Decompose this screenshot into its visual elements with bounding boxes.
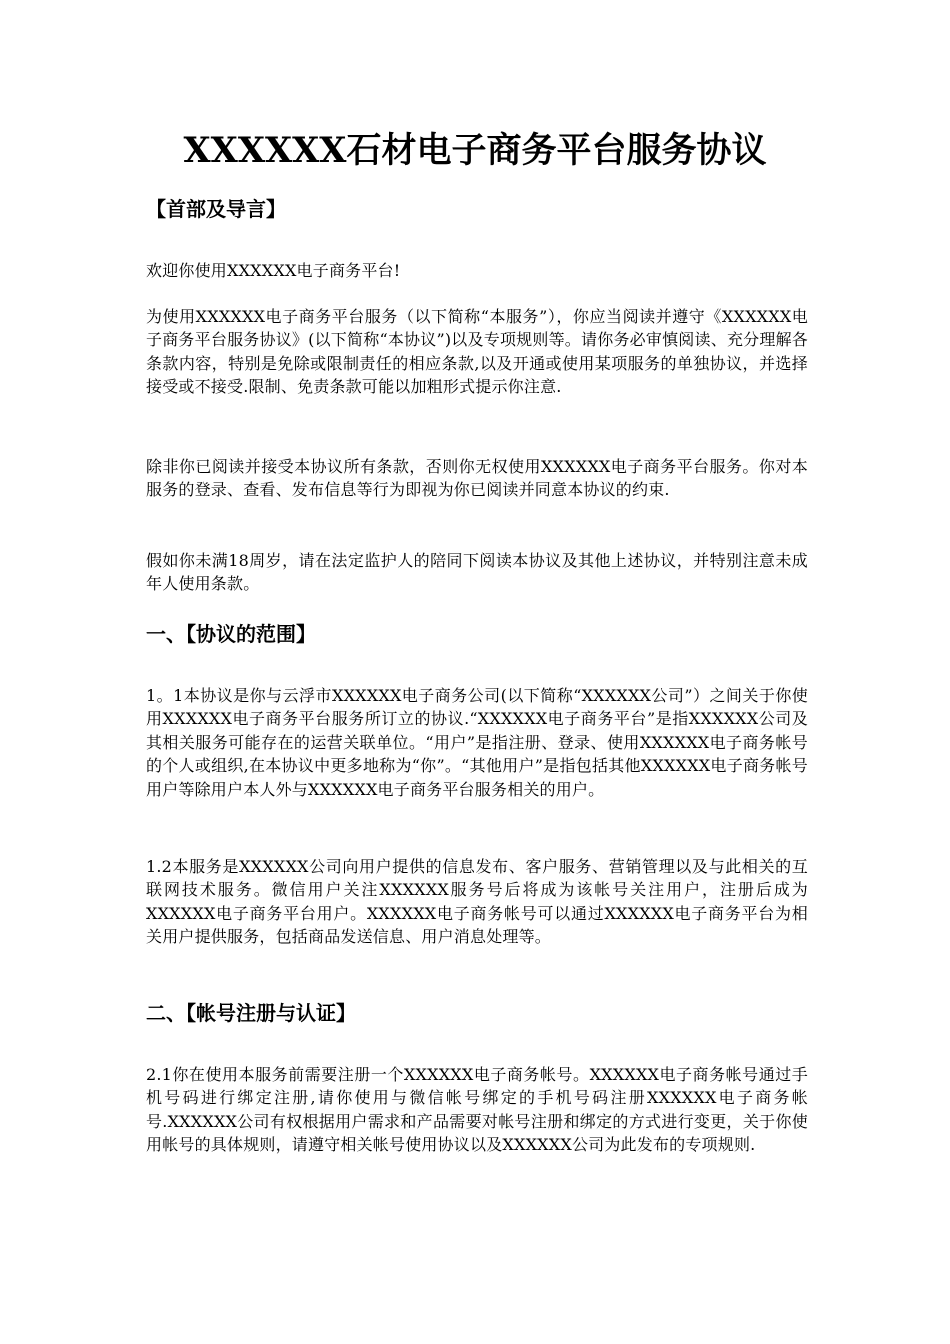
- paragraph-clause-1-2: 1.2本服务是XXXXXX公司向用户提供的信息发布、客户服务、营销管理以及与此相关的互联网技术服务。微信用户关注XXXXXX服务号后将成为该帐号关注用户，注册后成为XXXXXX电子商务平台用户。XXXXXX电子商务帐号可以通过XXXXXX电子商务平台为相关用户提供服务，包括商品发送信息、用户消息处理等。: [146, 857, 808, 947]
- paragraph-welcome: 欢迎你使用XXXXXX电子商务平台!: [146, 261, 401, 280]
- paragraph-minors: 假如你未满18周岁，请在法定监护人的陪同下阅读本协议及其他上述协议，并特别注意未成年人使用条款。: [146, 551, 808, 594]
- section-heading-scope: 一、【协议的范围】: [146, 622, 316, 646]
- paragraph-acceptance: 除非你已阅读并接受本协议所有条款，否则你无权使用XXXXXX电子商务平台服务。你对本服务的登录、查看、发布信息等行为即视为你已阅读并同意本协议的约束.: [146, 457, 808, 500]
- section-heading-preamble: 【首部及导言】: [146, 197, 286, 221]
- paragraph-agreement-intro: 为使用XXXXXX电子商务平台服务（以下简称“本服务”），你应当阅读并遵守《XXXXXX电子商务平台服务协议》(以下简称“本协议”)以及专项规则等。请你务必审慎阅读、充分理解各条款内容，特别是免除或限制责任的相应条款,以及开通或使用某项服务的单独协议，并选择接受或不接受.限制、免责条款可能以加粗形式提示你注意.: [146, 307, 808, 397]
- paragraph-clause-1-1: 1。1本协议是你与云浮市XXXXXX电子商务公司(以下简称“XXXXXX公司”）之间关于你使用XXXXXX电子商务平台服务所订立的协议.“XXXXXX电子商务平台”是指XXXXXX公司及其相关服务可能存在的运营关联单位。“用户”是指注册、登录、使用XXXXXX电子商务帐号的个人或组织,在本协议中更多地称为“你”。“其他用户”是指包括其他XXXXXX电子商务帐号用户等除用户本人外与XXXXXX电子商务平台服务相关的用户。: [146, 686, 808, 799]
- section-heading-account-registration: 二、【帐号注册与认证】: [146, 1001, 356, 1025]
- document-title: XXXXXX石材电子商务平台服务协议: [183, 130, 767, 171]
- paragraph-clause-2-1: 2.1你在使用本服务前需要注册一个XXXXXX电子商务帐号。XXXXXX电子商务帐号通过手机号码进行绑定注册,请你使用与微信帐号绑定的手机号码注册XXXXXX电子商务帐号.XXXXXX公司有权根据用户需求和产品需要对帐号注册和绑定的方式进行变更，关于你使用帐号的具体规则，请遵守相关帐号使用协议以及XXXXXX公司为此发布的专项规则.: [146, 1065, 808, 1155]
